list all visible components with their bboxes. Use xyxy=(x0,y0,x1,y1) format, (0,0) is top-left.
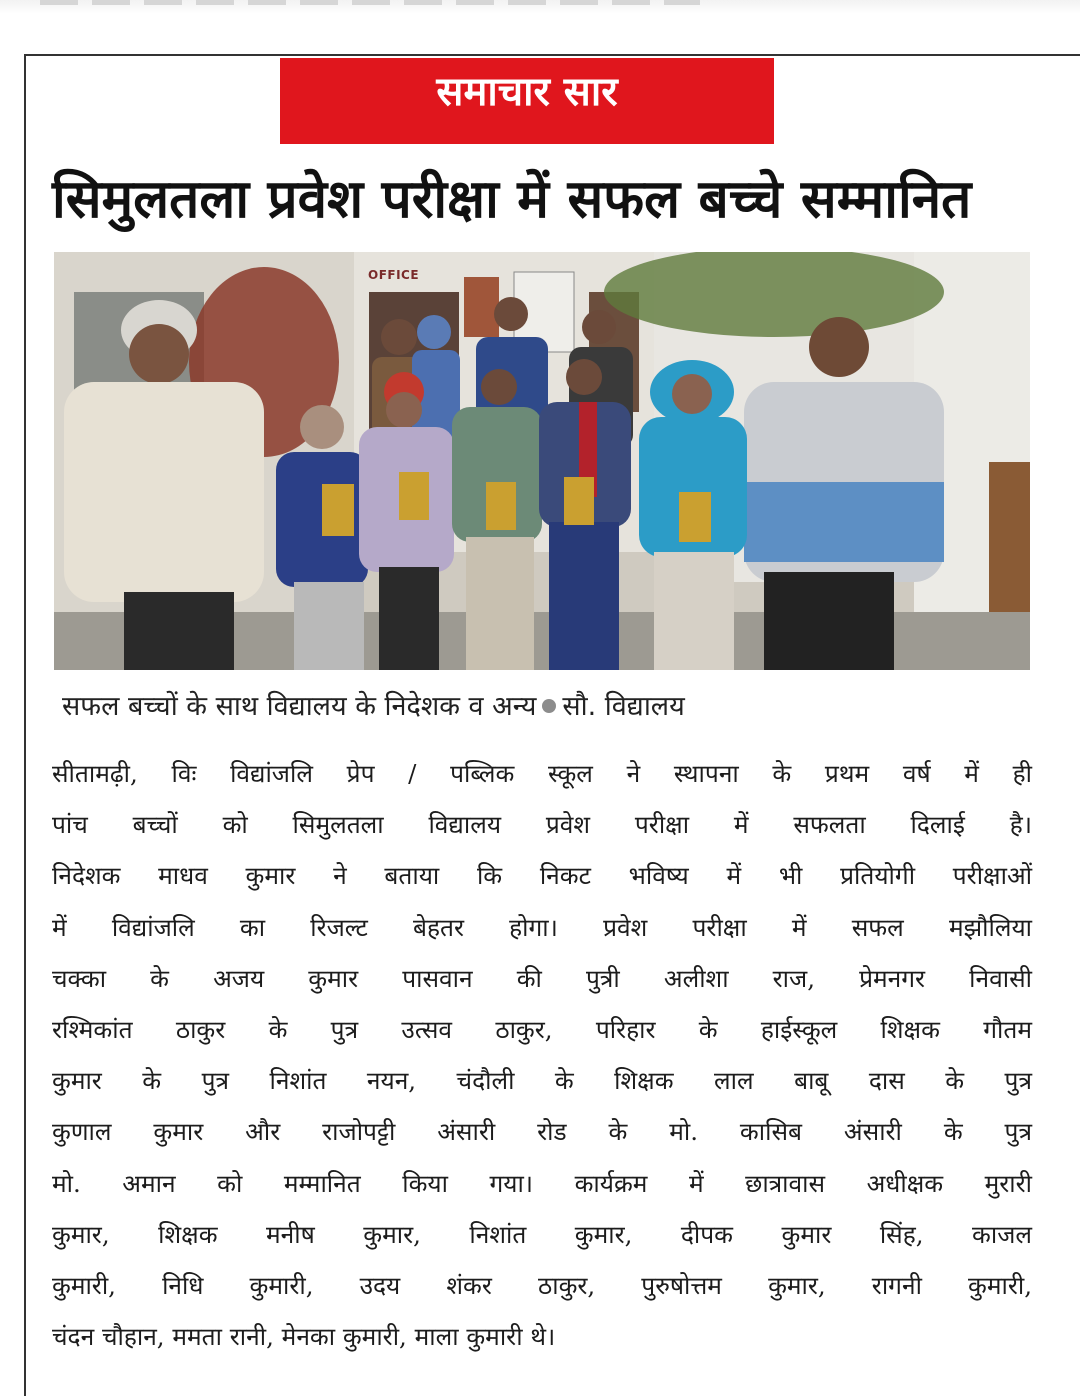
news-photo xyxy=(54,252,1030,670)
article-line: निदेशक माधव कुमार ने बताया कि निकट भविष्य में भी प्रतियोगी परीक्षाओं xyxy=(52,861,1032,891)
photo-caption xyxy=(62,685,1022,729)
article-line: कुमार के पुत्र निशांत नयन, चंदौली के शिक्षक लाल बाबू दास के पुत्र xyxy=(52,1066,1032,1096)
office-sign: OFFICE xyxy=(368,268,420,282)
article-line: कुणाल कुमार और राजोपट्टी अंसारी रोड के मो. कासिब अंसारी के पुत्र xyxy=(52,1117,1032,1147)
article-line: कुमारी, निधि कुमारी, उदय शंकर ठाकुर, पुरुषोत्तम कुमार, रागनी कुमारी, xyxy=(52,1270,1032,1300)
article-body xyxy=(52,748,1032,1362)
article-line: पांच बच्चों को सिमुलतला विद्यालय प्रवेश परीक्षा में सफलता दिलाई है। xyxy=(52,810,1032,840)
cut-previous-text xyxy=(40,0,700,5)
article-line: कुमार, शिक्षक मनीष कुमार, निशांत कुमार, दीपक कुमार सिंह, काजल xyxy=(52,1219,1032,1249)
section-kicker: समाचार सार xyxy=(280,58,774,144)
caption-text: सफल बच्चों के साथ विद्यालय के निदेशक व अन्य xyxy=(62,691,537,722)
photo-poster xyxy=(464,277,499,337)
photo-illustration xyxy=(54,252,1030,670)
article-line: में विद्यांजलि का रिजल्ट बेहतर होगा। प्रवेश परीक्षा में सफल मझौलिया xyxy=(52,912,1032,942)
caption-credit: सौ. विद्यालय xyxy=(562,691,685,722)
article-line: मो. अमान को मम्मानित किया गया। कार्यक्रम में छात्रावास अधीक्षक मुरारी xyxy=(52,1168,1032,1198)
article-line: चक्का के अजय कुमार पासवान की पुत्री अलीशा राज, प्रेमनगर निवासी xyxy=(52,963,1032,993)
article-line: रश्मिकांत ठाकुर के पुत्र उत्सव ठाकुर, परिहार के हाईस्कूल शिक्षक गौतम xyxy=(52,1014,1032,1044)
top-cut-strip xyxy=(0,0,1080,14)
caption-dot-icon xyxy=(542,699,556,713)
article-line: सीतामढ़ी, विः विद्यांजलि प्रेप / पब्लिक स्कूल ने स्थापना के प्रथम वर्ष में ही xyxy=(52,759,1032,788)
headline: सिमुलतला प्रवेश परीक्षा में सफल बच्चे सम्मानित xyxy=(52,169,972,230)
article-line: चंदन चौहान, ममता रानी, मेनका कुमारी, माला कुमारी थे। xyxy=(52,1322,556,1352)
